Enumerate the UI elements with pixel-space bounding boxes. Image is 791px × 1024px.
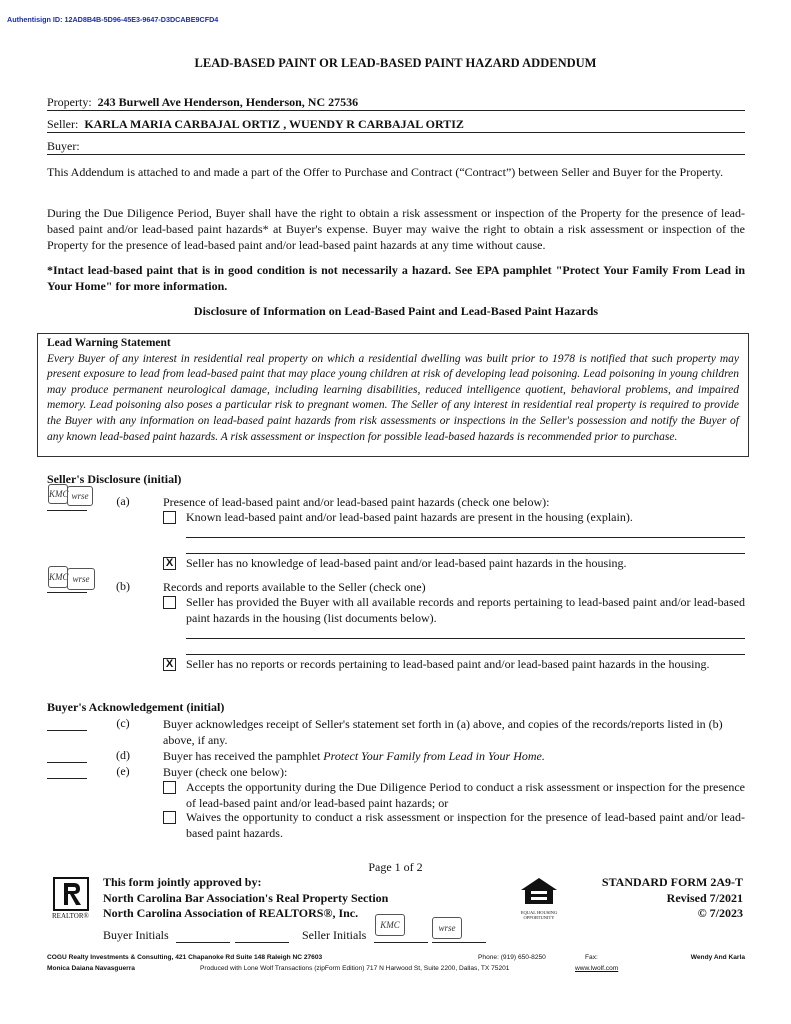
footer-seller-initial-2[interactable]: wrse	[432, 917, 462, 939]
property-label: Property:	[47, 95, 92, 109]
equal-housing-icon	[515, 876, 563, 912]
buyer-field[interactable]	[47, 139, 745, 155]
agent-name: Monica Daiana Navasguerra	[47, 965, 135, 972]
seller-label: Seller:	[47, 117, 79, 131]
buyer-initials-line-1[interactable]	[176, 942, 230, 943]
lead-warning-heading: Lead Warning Statement	[47, 337, 171, 349]
lead-warning-body: Every Buyer of any interest in residential real property on which a residential dwelling was built prior to 1978 is notified that such property may present exposure to lead from lead-based paint that may place young children at risk of developing lead poisoning. Lead poisoning in young children may produce permanent neurological damage, including learning disabilities, reduced intelligence quotient, behavioral problems, and impaired memory. Lead poisoning also poses a particular risk to pregnant women. The Seller of any interest in residential real property is required to provide the Buyer with any information on lead-based paint hazards from risk assessments or inspections in the Seller's possession and notify the Buyer of any known lead-based paint hazards. A risk assessment or inspection for possible lead-based hazards is recommended prior to purchase.	[47, 352, 739, 443]
paragraph-intact-paint-note: *Intact lead-based paint that is in good condition is not necessarily a hazard. See EPA pamphlet "Protect Your Family From Lead in Your Home" for more information.	[47, 263, 745, 293]
option-no-knowledge: Seller has no knowledge of lead-based paint and/or lead-based paint hazards in the housing.	[186, 556, 627, 570]
item-letter-b: (b)	[116, 579, 130, 593]
approved-by-line-3: North Carolina Association of REALTORS®, Inc.	[103, 906, 359, 920]
item-letter-a: (a)	[116, 494, 130, 508]
option-waives-opportunity: Waives the opportunity to conduct a risk assessment or inspection for the presence of lead-based paint and/or lead-based paint hazards.	[186, 810, 745, 840]
option-accepts-opportunity: Accepts the opportunity during the Due Diligence Period to conduct a risk assessment or inspection for the presence of lead-based paint and/or lead-based paint hazards; or	[186, 780, 745, 810]
produced-with: Produced with Lone Wolf Transactions (zipForm Edition) 717 N Harwood St, Suite 2200, Dallas, TX 75201	[200, 965, 510, 972]
paragraph-due-diligence: During the Due Diligence Period, Buyer shall have the right to obtain a risk assessment or inspection of the Property for the presence of lead-based paint and/or lead-based paint hazards* at Buyer's expense. Buyer may waive the right to obtain a risk assessment or inspection of the Property for the presence of lead-based paint and/or lead-based paint hazards at any time without cause.	[47, 206, 745, 252]
equal-housing-label: EQUAL HOUSING OPPORTUNITY	[520, 910, 558, 920]
brokerage-fax: Fax:	[585, 954, 598, 961]
website-link[interactable]: www.lwolf.com	[575, 965, 619, 972]
checkbox-waives-opportunity[interactable]	[163, 811, 176, 824]
item-c-text: Buyer acknowledges receipt of Seller's statement set forth in (a) above, and copies of the records/reports listed in (b) above, if any.	[163, 717, 723, 747]
checkbox-accepts-opportunity[interactable]	[163, 781, 176, 794]
item-b-text: Records and reports available to the Seller (check one)	[163, 580, 426, 594]
option-no-records: Seller has no reports or records pertaining to lead-based paint and/or lead-based paint hazards in the housing.	[186, 657, 710, 671]
seller-value: KARLA MARIA CARBAJAL ORTIZ , WUENDY R CARBAJAL ORTIZ	[84, 117, 464, 131]
seller-initial-b-line	[47, 592, 87, 593]
checkbox-no-records[interactable]: X	[163, 658, 176, 671]
realtor-logo-icon	[53, 877, 89, 911]
seller-initial-a-1[interactable]: KMC	[48, 484, 68, 504]
seller-field[interactable]	[47, 117, 745, 133]
buyer-initials-label: Buyer Initials	[103, 928, 169, 942]
item-letter-c: (c)	[116, 716, 130, 730]
seller-initials-label: Seller Initials	[302, 928, 367, 942]
form-revised-date: Revised 7/2021	[666, 891, 743, 905]
buyer-initial-e-line[interactable]	[47, 778, 87, 779]
item-d-text-plain: Buyer has received the pamphlet	[163, 749, 324, 763]
explain-line-2[interactable]	[186, 553, 745, 554]
item-d-pamphlet-title: Protect Your Family from Lead in Your Home.	[323, 749, 545, 763]
item-a-text: Presence of lead-based paint and/or lead-based paint hazards (check one below):	[163, 495, 550, 509]
checkbox-no-knowledge[interactable]: X	[163, 557, 176, 570]
page-number: Page 1 of 2	[368, 860, 423, 874]
seller-initial-a-2[interactable]: wrse	[67, 486, 93, 506]
item-e-text: Buyer (check one below):	[163, 765, 288, 779]
buyer-ack-heading: Buyer's Acknowledgement (initial)	[47, 700, 225, 714]
buyer-initial-d-line[interactable]	[47, 762, 87, 763]
standard-form-number: STANDARD FORM 2A9-T	[601, 875, 743, 889]
paragraph-addendum-attached: This Addendum is attached to and made a part of the Offer to Purchase and Contract (“Contract”) between Seller and Buyer for the Property.	[47, 165, 724, 179]
buyer-initial-c-line[interactable]	[47, 730, 87, 731]
approved-by-line-2: North Carolina Bar Association's Real Property Section	[103, 891, 389, 905]
seller-initial-a-line	[47, 510, 87, 511]
transaction-name: Wendy And Karla	[690, 954, 745, 961]
explain-line-1[interactable]	[186, 537, 745, 538]
seller-disclosure-heading: Seller's Disclosure (initial)	[47, 472, 182, 486]
disclosure-heading: Disclosure of Information on Lead-Based Paint and Lead-Based Paint Hazards	[193, 304, 599, 318]
seller-initials-line-1	[374, 942, 428, 943]
approved-by-line-1: This form jointly approved by:	[103, 875, 262, 889]
item-letter-e: (e)	[116, 764, 130, 778]
form-copyright: © 7/2023	[697, 906, 743, 920]
authentisign-id: Authentisign ID: 12AD8B4B-5D96-45E3-9647-D3DCABE9CFD4	[7, 15, 219, 24]
buyer-label: Buyer:	[47, 139, 80, 153]
option-records-provided: Seller has provided the Buyer with all available records and reports pertaining to lead-based paint and/or lead-based paint hazards in the housing (list documents below).	[186, 595, 745, 625]
checkbox-records-provided[interactable]	[163, 596, 176, 609]
seller-initials-line-2	[432, 942, 486, 943]
property-field[interactable]	[47, 95, 745, 111]
buyer-initials-line-2[interactable]	[235, 942, 289, 943]
brokerage-info: COGU Realty Investments & Consulting, 421 Chapanoke Rd Suite 148 Raleigh NC 27603	[47, 954, 323, 961]
lead-warning-box	[37, 333, 749, 457]
brokerage-phone: Phone: (919) 650-8250	[478, 954, 546, 961]
option-known-lead-paint: Known lead-based paint and/or lead-based paint hazards are present in the housing (explain).	[186, 510, 633, 524]
item-letter-d: (d)	[116, 748, 130, 762]
footer-seller-initial-1[interactable]: KMC	[375, 914, 405, 936]
documents-line-2[interactable]	[186, 654, 745, 655]
realtor-label: REALTOR®	[52, 912, 89, 920]
documents-line-1[interactable]	[186, 638, 745, 639]
seller-initial-b-2[interactable]: wrse	[67, 568, 95, 590]
property-value: 243 Burwell Ave Henderson, Henderson, NC 27536	[97, 95, 359, 109]
seller-initial-b-1[interactable]: KMC	[48, 566, 68, 588]
checkbox-known-lead-paint[interactable]	[163, 511, 176, 524]
document-title: LEAD-BASED PAINT OR LEAD-BASED PAINT HAZARD ADDENDUM	[194, 56, 597, 70]
item-d-text	[163, 748, 745, 764]
